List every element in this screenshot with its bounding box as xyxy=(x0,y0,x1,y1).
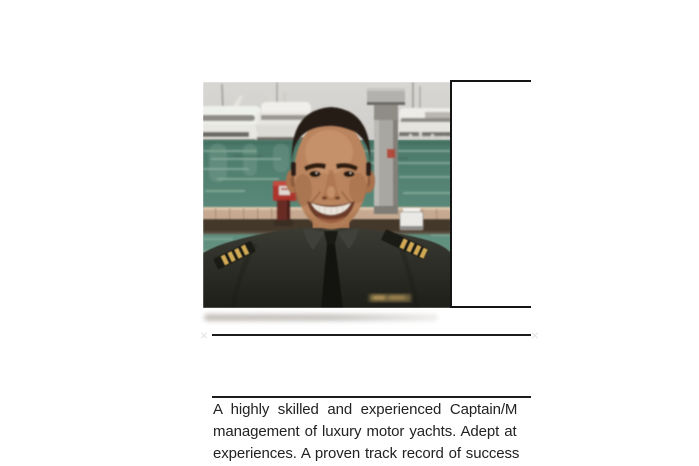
summary-line-3: experiences. A proven track record of success xyxy=(213,445,520,462)
eye-left xyxy=(310,171,321,177)
rule-end-mark-left xyxy=(200,331,208,339)
summary-line-1: A highly skilled and experienced Captain/M xyxy=(213,401,518,418)
name-tag xyxy=(369,294,411,302)
profile-summary xyxy=(213,399,531,466)
captain-photo xyxy=(203,82,451,308)
rule-end-mark-right xyxy=(531,331,539,339)
photo-caption-smudge xyxy=(204,314,438,321)
divider-top xyxy=(212,334,531,336)
empty-side-box xyxy=(450,80,531,308)
divider-above-summary xyxy=(212,396,531,398)
summary-line-2: management of luxury motor yachts. Adept at xyxy=(213,423,517,440)
eye-right xyxy=(344,171,355,177)
captain-photo-scene xyxy=(203,82,451,308)
